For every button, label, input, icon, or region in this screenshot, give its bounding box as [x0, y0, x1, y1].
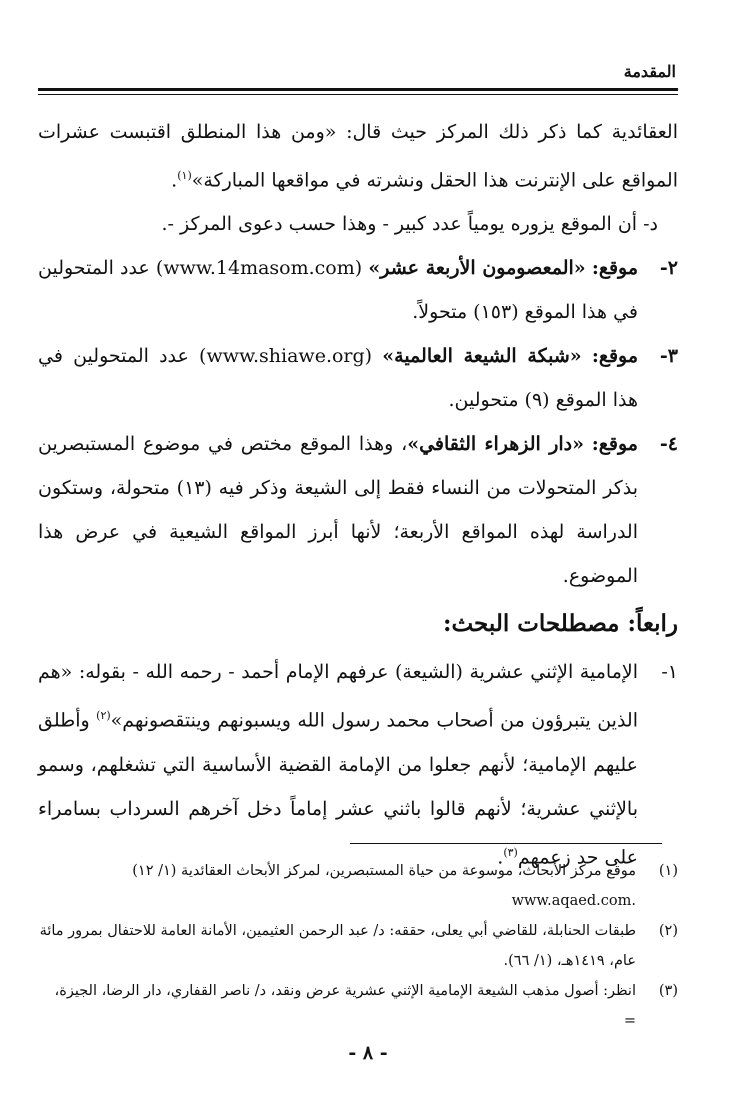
- footnote-ref-3[interactable]: (٣): [503, 845, 518, 859]
- site-url[interactable]: www.14masom.com: [163, 257, 355, 280]
- page-number: - ٨ -: [348, 1042, 388, 1064]
- site-item-3: ٣-موقع: «شبكة الشيعة العالمية» (www.shiawe.org) عدد المتحولين في هذا الموقع (٩) متحولين.: [38, 345, 679, 412]
- header-rule-thin: [38, 94, 678, 95]
- site-item-4: ٤-موقع: «دار الزهراء الثقافي»، وهذا الموقع مختص في موضوع المستبصرين بذكر المتحولات من النساء فقط إلى الشيعة وذكر فيه (١٣) متحولة، وستكون الدراسة لهذه المواقع الأربعة؛ لأنها أبرز المواقع الشيعية في عرض هذا الموضوع.: [38, 433, 678, 588]
- site-name: «شبكة الشيعة العالمية»: [382, 345, 582, 368]
- footnote-2: (٢) طبقات الحنابلة، للقاضي أبي يعلى، حققه: د/ عبد الرحمن العثيمين، الأمانة العامة للاحتفال بمرور مائة عام، ١٤١٩هـ، (١/ ٦٦).: [39, 923, 678, 969]
- footnote-3: (٣) انظر: أصول مذهب الشيعة الإمامية الإثني عشرية عرض ونقد، د/ ناصر القفاري، دار الرضا، الجيزة، =: [54, 983, 678, 1029]
- main-text: [38, 110, 678, 879]
- footnote-url[interactable]: www.aqaed.com.: [511, 893, 636, 909]
- running-header: المقدمة: [623, 62, 676, 81]
- footnote-separator: [350, 843, 662, 844]
- paragraph-continuation: العقائدية كما ذكر ذلك المركز حيث قال: «ومن هذا المنطلق اقتبست عشرات المواقع على الإنترنت هذا الحقل ونشرته في مواقعها المباركة»$^{(١)}$.: [38, 121, 678, 192]
- footnote-ref-2[interactable]: (٢): [96, 709, 111, 723]
- site-url[interactable]: www.shiawe.org: [206, 345, 365, 368]
- site-name: «المعصومون الأربعة عشر»: [368, 257, 586, 280]
- site-item-2: ٢-موقع: «المعصومون الأربعة عشر» (www.14masom.com) عدد المتحولين في هذا الموقع (١٥٣) متحولاً.: [38, 257, 679, 324]
- site-name: «دار الزهراء الثقافي»: [407, 433, 584, 456]
- header-rule-thick: [38, 88, 678, 91]
- footnotes: [38, 856, 678, 1036]
- footnote-1: (١) موقع مركز الأبحاث، موسوعة من حياة المستبصرين، لمركز الأبحاث العقائدية (١/ ١٢) www.aqaed.com.: [38, 856, 678, 916]
- footnote-ref-1[interactable]: (١): [177, 169, 192, 182]
- section-heading: رابعاً: مصطلحات البحث:: [442, 610, 678, 638]
- term-item-1: ١-الإمامية الإثني عشرية (الشيعة) عرفهم الإمام أحمد - رحمه الله - بقوله: «هم الذين يتبرؤون من أصحاب محمد رسول الله ويسبونهم وينتقصونهم»$^{(٢)}$ وأطلق عليهم الإمامية؛ لأنهم جعلوا من الإمامة القضية الأساسية التي تشغلهم، وسمو بالإثني عشرية؛ لأنهم قالوا باثني عشر إماماً دخل آخرهم السرداب بسامراء على حد زعمهم$^{(٣)}$.: [38, 661, 678, 868]
- point-d: د- أن الموقع يزوره يومياً عدد كبير - وهذا حسب دعوى المركز -.: [161, 213, 658, 236]
